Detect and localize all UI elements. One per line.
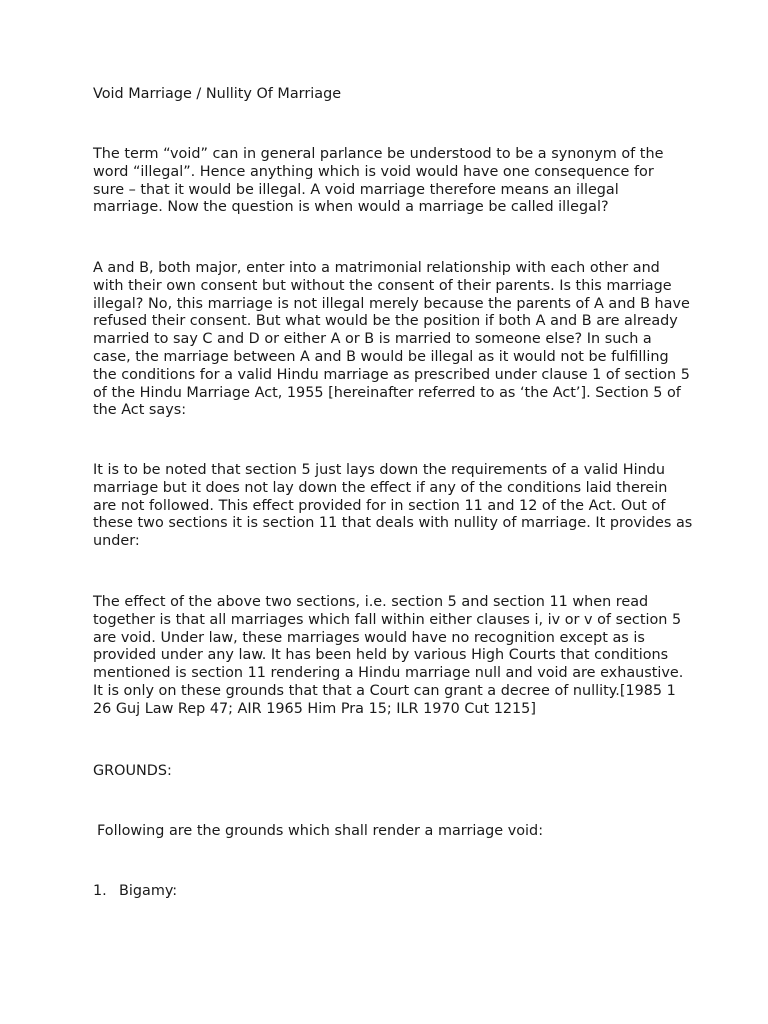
list-item [93, 883, 177, 901]
grounds-intro: Following are the grounds which shall render a marriage void: [97, 823, 544, 839]
paragraph-void-definition: The term “void” can in general parlance be understood to be a synonym of the word “illegal”. Hence anything which is void would have one consequence for sure – that it would be illegal. A void marriage therefore means an illegal marriage. Now the question is when would a marriage be called illegal? [93, 146, 664, 216]
list-item-label: Bigamy: [119, 883, 178, 899]
list-item-number: 1. [93, 883, 107, 899]
paragraph-section-5: It is to be noted that section 5 just lays down the requirements of a valid Hindu marriage but it does not lay down the effect if any of the conditions laid therein are not followed. This effect provided for in section 11 and 12 of the Act. Out of these two sections it is section 11 that deals with nullity of marriage. It provides as under: [93, 462, 693, 550]
paragraph-example: A and B, both major, enter into a matrimonial relationship with each other and with their own consent but without the consent of their parents. Is this marriage illegal? No, this marriage is not illegal merely because the parents of A and B have refused their consent. But what would be the position if both A and B are already married to say C and D or either A or B is married to someone else? In such a case, the marriage between A and B would be illegal as it would not be fulfilling the conditions for a valid Hindu marriage as prescribed under clause 1 of section 5 of the Hindu Marriage Act, 1955 [hereinafter referred to as ‘the Act’]. Section 5 of the Act says: [93, 260, 690, 419]
grounds-heading: GROUNDS: [93, 763, 172, 779]
document-title: Void Marriage / Nullity Of Marriage [93, 86, 342, 102]
paragraph-effect: The effect of the above two sections, i.e. section 5 and section 11 when read together is that all marriages which fall within either clauses i, iv or v of section 5 are void. Under law, these marriages would have no recognition except as is provided under any law. It has been held by various High Courts that conditions mentioned is section 11 rendering a Hindu marriage null and void are exhaustive. It is only on these grounds that that a Court can grant a decree of nullity.[1985 1 26 Guj Law Rep 47; AIR 1965 Him Pra 15; ILR 1970 Cut 1215] [93, 594, 684, 717]
